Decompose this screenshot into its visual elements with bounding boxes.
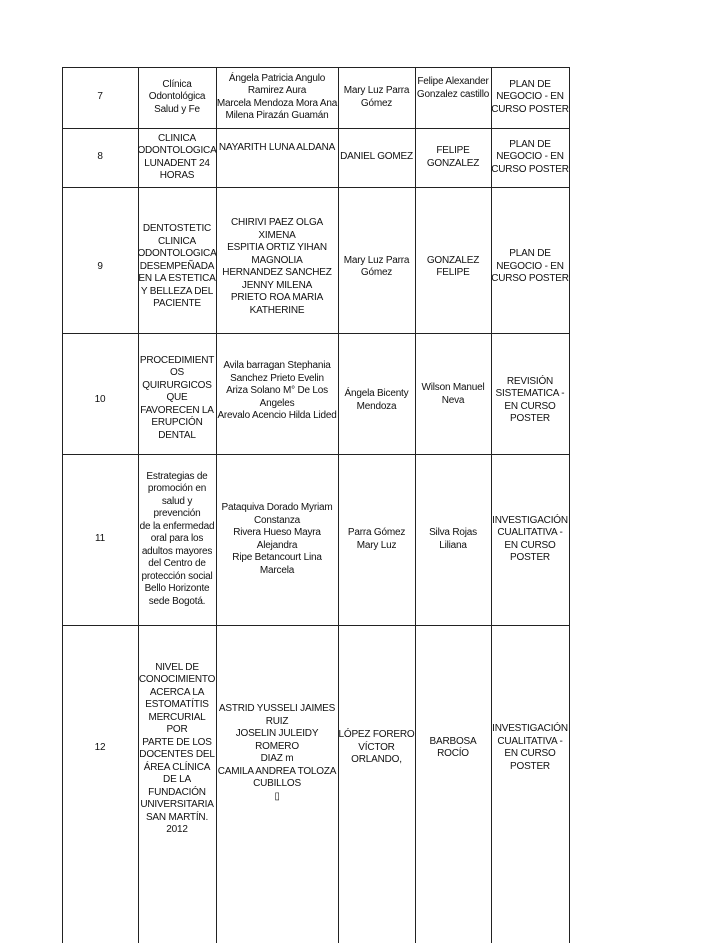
project-advisor: Silva Rojas Liliana (429, 527, 477, 551)
project-tutor: LÓPEZ FORERO VÍCTOR ORLANDO, (338, 729, 415, 766)
project-advisor: FELIPE GONZALEZ (426, 145, 480, 169)
project-title: NIVEL DE CONOCIMIENTO ACERCA LA ESTOMATÍTIS MERCURIAL POR PARTE DE LOS DOCENTES DEL ÁREA CLÍNICA DE LA FUNDACIÓN UNIVERSITARIA SAN MARTÍN. 2012 (138, 661, 216, 835)
project-authors: CHIRIVI PAEZ OLGA XIMENA ESPITIA ORTIZ YIHAN MAGNOLIA HERNANDEZ SANCHEZ JENNY MILENA PRIETO ROA MARIA KATHERINE (222, 217, 332, 316)
table-row (62, 333, 569, 454)
project-modality: REVISIÓN SISTEMATICA - EN CURSO POSTER (495, 375, 565, 424)
project-advisor: GONZALEZ FELIPE (426, 254, 480, 278)
table-row (62, 128, 569, 187)
project-tutor: Mary Luz Parra Gómez (343, 85, 410, 109)
row-number: 8 (97, 151, 103, 163)
project-modality: PLAN DE NEGOCIO - EN CURSO POSTER (491, 248, 569, 285)
row-number: 11 (95, 533, 105, 545)
project-modality: INVESTIGACIÓN CUALITATIVA - EN CURSO POSTER (492, 514, 568, 563)
row-number: 12 (94, 741, 106, 753)
project-tutor: Ángela Bicenty Mendoza (344, 388, 409, 412)
table-row (62, 625, 569, 871)
project-advisor: Felipe Alexander Gonzalez castillo (416, 76, 490, 100)
project-advisor: Wilson Manuel Neva (421, 382, 485, 406)
project-title: DENTOSTETIC CLINICA ODONTOLOGICA DESEMPEÑADA EN LA ESTETICA Y BELLEZA DEL PACIENTE (137, 223, 217, 310)
project-modality: PLAN DE NEGOCIO - EN CURSO POSTER (491, 78, 569, 115)
project-title: Estrategias de promoción en salud y prevención de la enfermedad oral para los adultos mayores del Centro de protección social Bello Horizonte sede Bogotá. (139, 470, 215, 607)
grid-line (569, 67, 570, 943)
project-title: Clínica Odontológica Salud y Fe (148, 78, 206, 115)
row-number: 9 (97, 260, 103, 272)
project-tutor: DANIEL GOMEZ (340, 151, 413, 163)
project-modality: PLAN DE NEGOCIO - EN CURSO POSTER (491, 138, 569, 175)
project-authors: ASTRID YUSSELI JAIMES RUIZ JOSELIN JULEIDY ROMERO DIAZ m CAMILA ANDREA TOLOZA CUBILLOS ▯ (217, 703, 337, 802)
project-authors: Ángela Patricia Angulo Ramirez Aura Marcela Mendoza Mora Ana Milena Pirazán Guamán (216, 72, 338, 121)
project-authors: Avila barragan Stephania Sanchez Prieto Evelin Ariza Solano M° De Los Angeles Arevalo Acencio Hilda Lided (217, 360, 337, 422)
project-title: CLINICA ODONTOLOGICA LUNADENT 24 HORAS (137, 132, 217, 181)
row-number: 7 (97, 91, 103, 103)
project-authors: NAYARITH LUNA ALDANA (218, 142, 336, 153)
table-row (62, 67, 569, 128)
project-title: PROCEDIMIENT OS QUIRURGICOS QUE FAVORECEN LA ERUPCIÓN DENTAL (139, 354, 215, 441)
project-tutor: Mary Luz Parra Gómez (343, 254, 410, 278)
project-authors: Pataquiva Dorado Myriam Constanza Rivera Hueso Mayra Alejandra Ripe Betancourt Lina Marcela (221, 502, 333, 576)
table-row (62, 454, 569, 625)
project-tutor: Parra Gómez Mary Luz (347, 527, 406, 551)
table-row (62, 187, 569, 333)
project-advisor: BARBOSA ROCÍO (429, 735, 477, 759)
project-modality: INVESTIGACIÓN CUALITATIVA - EN CURSO POSTER (492, 723, 568, 772)
row-number: 10 (94, 394, 106, 406)
